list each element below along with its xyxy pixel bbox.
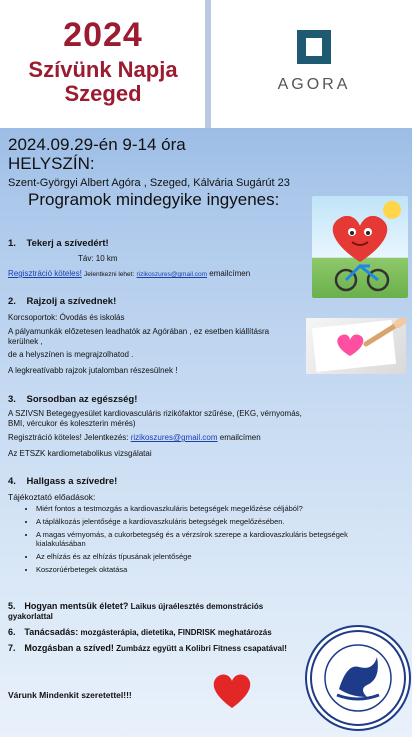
section-3-heading: 3. Sorsodban az egészség! xyxy=(8,394,138,405)
agora-logo xyxy=(268,30,360,94)
event-year: 2024 xyxy=(63,16,143,54)
heart-drawing-illustration xyxy=(306,318,406,374)
heart-icon xyxy=(210,668,254,712)
section-4-heading: 4. Hallgass a szívedre! xyxy=(8,476,118,487)
event-logo xyxy=(18,18,188,106)
header xyxy=(0,0,412,128)
section-2-line2: A pályamunkák előzetesen leadhatók az Agórában , ez esetben kiállításra kerülnek , xyxy=(8,327,270,346)
heart-cyclist-illustration xyxy=(312,196,408,298)
location-text: Szent-Györgyi Albert Agóra , Szeged, Kálvária Sugárút 23 xyxy=(8,177,290,189)
agora-logo-icon xyxy=(297,30,331,64)
section-2-heading: 2. Rajzolj a szívednek! xyxy=(8,296,117,307)
event-datetime: 2024.09.29-én 9-14 óra xyxy=(8,135,186,154)
list-item: • Miért fontos a testmozgás a kardiovaszkuláris betegségek megelőzése céljából? xyxy=(36,504,356,513)
section-1-heading: 1. Tekerj a szívedért! xyxy=(8,238,109,249)
event-title-line2: Szeged xyxy=(64,81,142,106)
section-4-talks-list xyxy=(18,504,356,578)
section-2-line3: de a helyszínen is megrajzolhatod . xyxy=(8,350,134,359)
section-3-line1: A SZIVSN Betegegyesület kardiovasculáris rizikófaktor szűrése, (EKG, vérnyomás, BMI, vércukor és koleszterin mérés) xyxy=(8,409,302,428)
section-3-email-link[interactable]: rizikoszures@gmail.com xyxy=(130,433,218,442)
section-3-registration: Regisztráció köteles! Jelentkezés: rizikoszures@gmail.com emailcímen xyxy=(8,433,261,442)
section-3-line2: Az ETSZK kardiometabolikus vizsgálatai xyxy=(8,449,152,458)
list-item: • A magas vérnyomás, a cukorbetegség és a vérzsírok szerepe a kardiovaszkuláris betegségek kialakulásában xyxy=(36,530,356,548)
list-item: • Az elhízás és az elhízás típusának jelentősége xyxy=(36,552,356,561)
section-6: 6. Tanácsadás: mozgásterápia, dietetika, FINDRISK meghatározás xyxy=(8,627,272,637)
free-programs-note: Programok mindegyike ingyenes: xyxy=(28,190,280,209)
drawn-heart-icon xyxy=(306,318,406,374)
agora-logo-text: AGORA xyxy=(277,76,351,93)
list-item: • Koszorúérbetegek oktatása xyxy=(36,565,356,574)
event-title-line1: Szívünk Napja xyxy=(28,57,178,82)
header-divider xyxy=(205,0,211,128)
location-label: HELYSZÍN: xyxy=(8,154,95,173)
section-2-line1: Korcsoportok: Óvodás és iskolás xyxy=(8,313,125,322)
section-2-line4: A legkreatívabb rajzok jutalomban részesülnek ! xyxy=(8,366,178,375)
list-item: • A táplálkozás jelentősége a kardiovaszkuláris betegségek megelőzésében. xyxy=(36,517,356,526)
section-1-registration: Regisztráció köteles! Jelentkezni lehet: rizikoszures@gmail.com emailcímen xyxy=(8,269,251,278)
section-1-email-link[interactable]: rizikoszures@gmail.com xyxy=(136,271,208,278)
heart-cyclist-icon xyxy=(312,196,408,298)
footer-invite: Várunk Mindenkit szeretettel!!! xyxy=(8,690,132,700)
university-seal xyxy=(305,625,411,731)
section-7: 7. Mozgásban a szíved! Zumbázz együtt a Kolibri Fitness csapatával! xyxy=(8,643,287,653)
section-5: 5. Hogyan mentsük életet? Laikus újraélesztés demonstrációs gyakorlattal xyxy=(8,601,264,621)
section-1-distance: Táv: 10 km xyxy=(78,254,118,263)
university-seal-icon xyxy=(307,627,409,729)
section-4-subtitle: Tájékoztató előadások: xyxy=(8,492,96,502)
